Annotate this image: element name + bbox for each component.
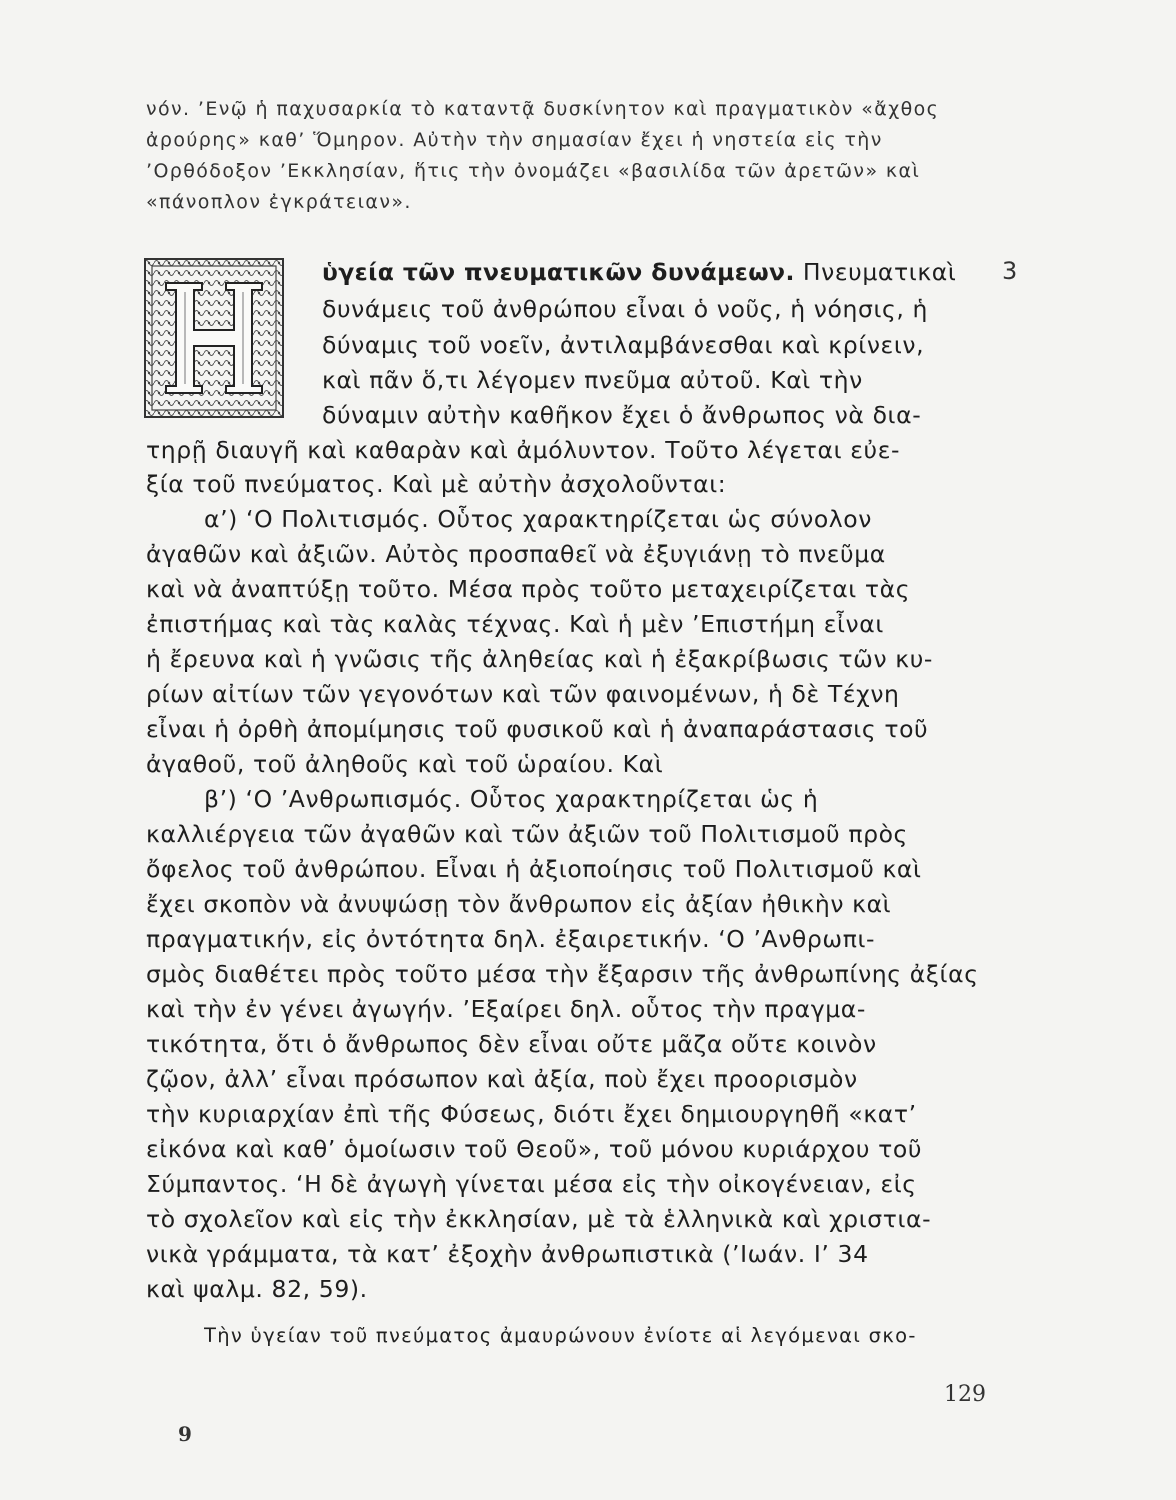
para1-line-4: καὶ πᾶν ὅ,τι λέγομεν πνεῦμα αὐτοῦ. Καὶ τὴν	[322, 366, 863, 394]
para-b-line-9: ζῷον, ἀλλ’ εἶναι πρόσωπον καὶ ἀξία, ποὺ ἔχει προορισμὸν	[146, 1065, 858, 1093]
heading-line-rest: Πνευματικαὶ	[802, 258, 957, 286]
para-b-line-1: β’) ‘Ο ’Ανθρωπισμός. Οὗτος χαρακτηρίζεται ὡς ἡ	[204, 785, 819, 813]
para-b-line-14: νικὰ γράμματα, τὰ κατ’ ἐξοχὴν ἀνθρωπιστικὰ (’Ιωάν. Ι’ 34	[146, 1240, 869, 1268]
intro-line-2: ἀρούρης» καθ’ Ὅμηρον. Αὐτὴν τὴν σημασίαν ἔχει ἡ νηστεία εἰς τὴν	[146, 129, 883, 151]
para1-line-7: ξία τοῦ πνεύματος. Καὶ μὲ αὐτὴν ἀσχολοῦνται:	[146, 470, 727, 498]
para-b-line-8: τικότητα, ὅτι ὁ ἄνθρωπος δὲν εἶναι οὔτε μᾶζα οὔτε κοινὸν	[146, 1030, 877, 1058]
para-b-line-6: σμὸς διαθέτει πρὸς τοῦτο μέσα τὴν ἔξαρσιν τῆς ἀνθρωπίνης ἀξίας	[146, 960, 979, 988]
para-b-line-3: ὄφελος τοῦ ἀνθρώπου. Εἶναι ἡ ἀξιοποίησις τοῦ Πολιτισμοῦ καὶ	[146, 855, 922, 883]
para-a-line-4: ἐπιστήμας καὶ τὰς καλὰς τέχνας. Καὶ ἡ μὲν ’Επιστήμη εἶναι	[146, 610, 884, 638]
para-b-line-10: τὴν κυριαρχίαν ἐπὶ τῆς Φύσεως, διότι ἔχει δημιουργηθῆ «κατ’	[146, 1100, 917, 1128]
para-a-line-7: εἶναι ἡ ὀρθὴ ἀπομίμησις τοῦ φυσικοῦ καὶ ἡ ἀναπαράστασις τοῦ	[146, 715, 929, 743]
para-a-line-6: ρίων αἰτίων τῶν γεγονότων καὶ τῶν φαινομένων, ἡ δὲ Τέχνη	[146, 680, 900, 708]
page-number: 129	[944, 1382, 986, 1407]
para-a-line-3: καὶ νὰ ἀναπτύξῃ τοῦτο. Μέσα πρὸς τοῦτο μεταχειρίζεται τὰς	[146, 575, 911, 603]
margin-number: 3	[1002, 257, 1018, 285]
para-a-line-1: α’) ‘Ο Πολιτισμός. Οὗτος χαρακτηρίζεται ὡς σύνολον	[204, 505, 873, 533]
para-b-line-15: καὶ ψαλμ. 82, 59).	[146, 1275, 368, 1303]
para-b-line-4: ἔχει σκοπὸν νὰ ἀνυψώσῃ τὸν ἄνθρωπον εἰς ἀξίαν ἠθικὴν καὶ	[146, 890, 892, 918]
drop-cap	[144, 258, 284, 418]
intro-line-1: νόν. ’Ενῷ ἡ παχυσαρκία τὸ καταντᾷ δυσκίνητον καὶ πραγματικὸν «ἄχθος	[146, 98, 940, 120]
para1-line-5: δύναμιν αὐτὴν καθῆκον ἔχει ὁ ἄνθρωπος νὰ δια-	[322, 401, 922, 429]
para-a-line-8: ἀγαθοῦ, τοῦ ἀληθοῦς καὶ τοῦ ὡραίου. Καὶ	[146, 750, 664, 778]
para1-line-2: δυνάμεις τοῦ ἀνθρώπου εἶναι ὁ νοῦς, ἡ νόησις, ἡ	[322, 295, 929, 323]
para1-line-6: τηρῇ διαυγῆ καὶ καθαρὰν καὶ ἀμόλυντον. Τοῦτο λέγεται εὐε-	[146, 436, 901, 464]
para1-line-3: δύναμις τοῦ νοεῖν, ἀντιλαμβάνεσθαι καὶ κρίνειν,	[322, 331, 925, 359]
para-a-line-5: ἡ ἔρευνα καὶ ἡ γνῶσις τῆς ἀληθείας καὶ ἡ ἐξακρίβωσις τῶν κυ-	[146, 645, 933, 673]
intro-line-4: «πάνοπλον ἐγκράτειαν».	[146, 191, 412, 213]
closing-line: Τὴν ὑγείαν τοῦ πνεύματος ἀμαυρώνουν ἐνίοτε αἱ λεγόμεναι σκο-	[204, 1324, 917, 1347]
heading-line	[322, 258, 988, 286]
para-b-line-13: τὸ σχολεῖον καὶ εἰς τὴν ἐκκλησίαν, μὲ τὰ ἑλληνικὰ καὶ χριστια-	[146, 1205, 932, 1233]
intro-line-3: ’Ορθόδοξον ’Εκκλησίαν, ἥτις τὴν ὀνομάζει «βασιλίδα τῶν ἀρετῶν» καὶ	[146, 160, 921, 182]
para-b-line-7: καὶ τὴν ἐν γένει ἀγωγήν. ’Εξαίρει δηλ. οὗτος τὴν πραγμα-	[146, 995, 866, 1023]
signature-mark: 9	[178, 1422, 192, 1446]
para-b-line-2: καλλιέργεια τῶν ἀγαθῶν καὶ τῶν ἀξιῶν τοῦ Πολιτισμοῦ πρὸς	[146, 820, 908, 848]
para-b-line-11: εἰκόνα καὶ καθ’ ὁμοίωσιν τοῦ Θεοῦ», τοῦ μόνου κυριάρχου τοῦ	[146, 1135, 923, 1163]
para-b-line-12: Σύμπαντος. ‘Η δὲ ἀγωγὴ γίνεται μέσα εἰς τὴν οἰκογένειαν, εἰς	[146, 1170, 917, 1198]
para-b-line-5: πραγματικήν, εἰς ὀντότητα δηλ. ἐξαιρετικήν. ‘Ο ’Ανθρωπι-	[146, 925, 876, 953]
section-heading: ὑγεία τῶν πνευματικῶν δυνάμεων.	[322, 258, 795, 286]
para-a-line-2: ἀγαθῶν καὶ ἀξιῶν. Αὐτὸς προσπαθεῖ νὰ ἐξυγιάνῃ τὸ πνεῦμα	[146, 540, 886, 568]
drop-cap-letter: Η	[214, 405, 216, 407]
